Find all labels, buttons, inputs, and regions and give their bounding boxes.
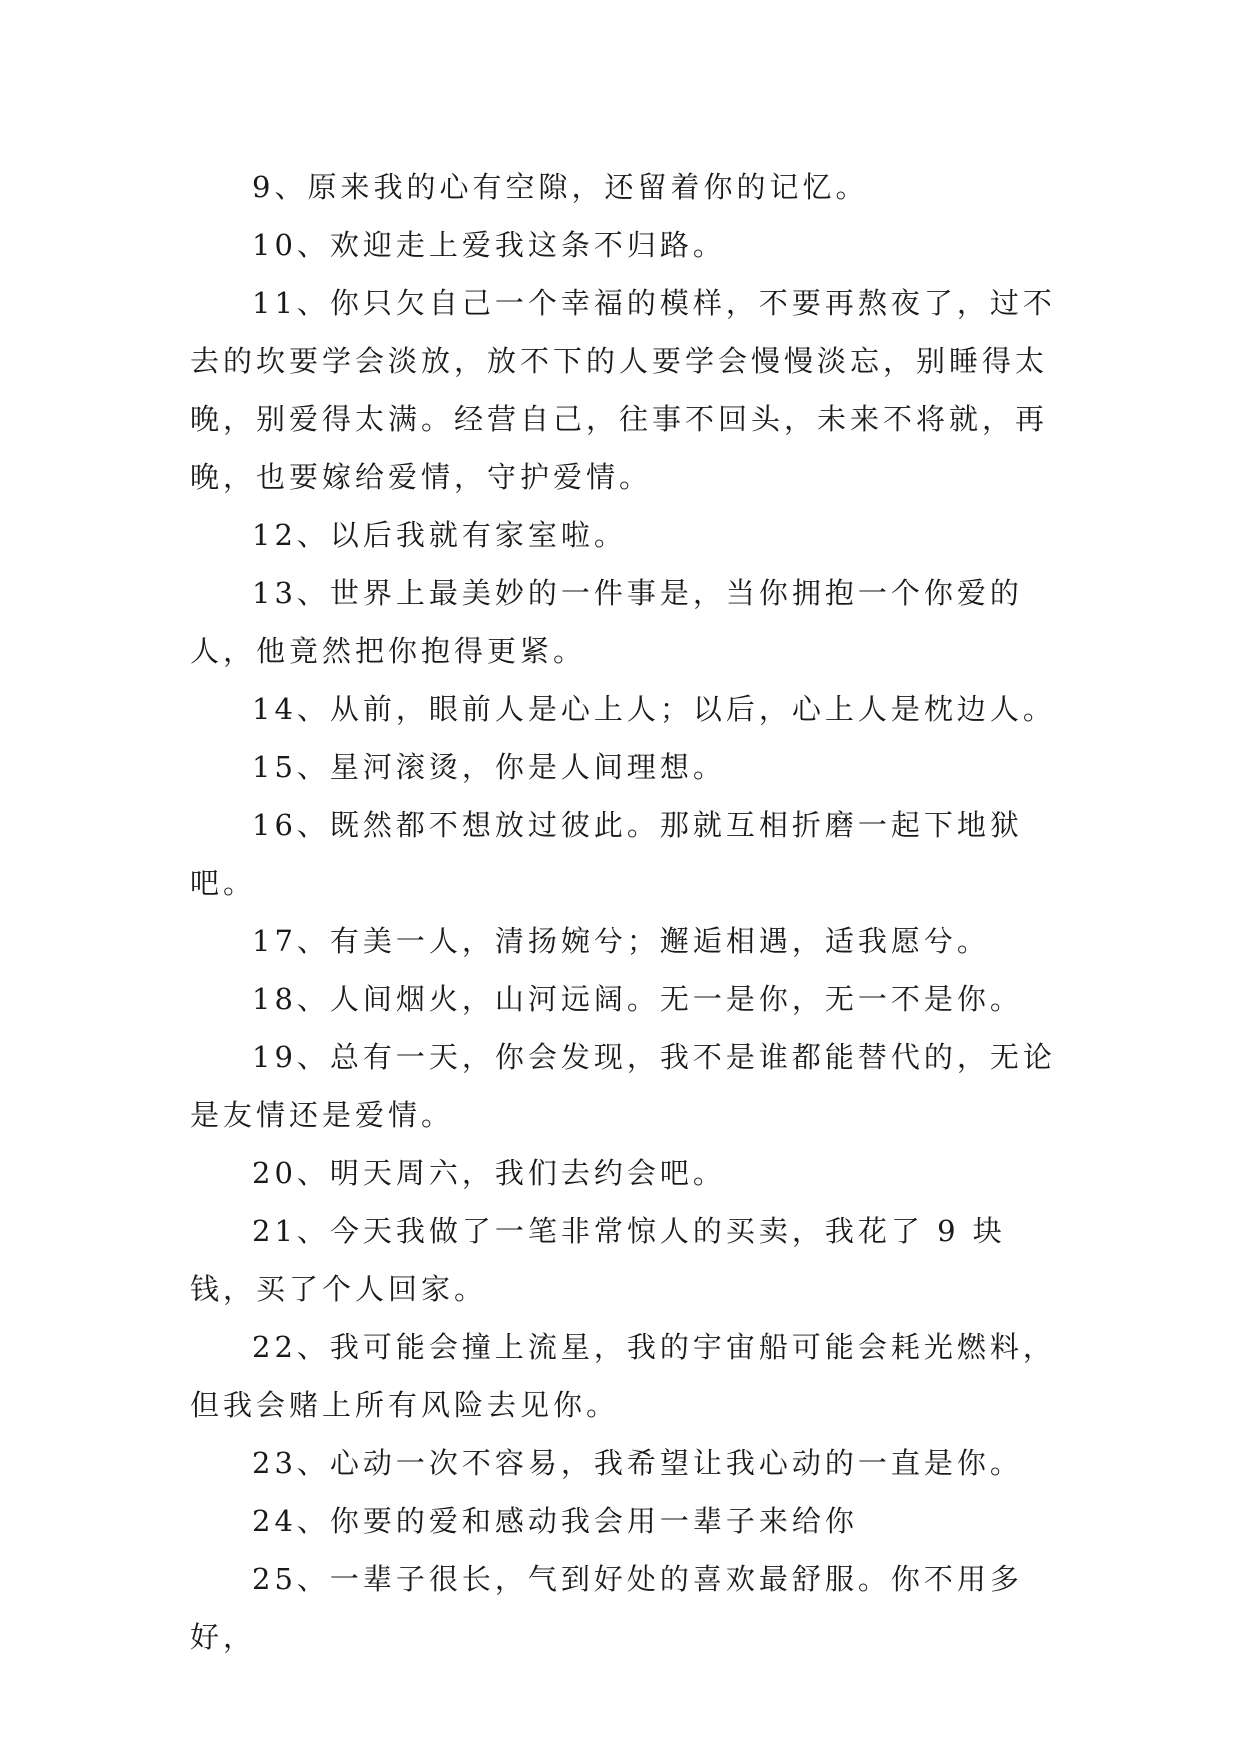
paragraph-24: 24、你要的爱和感动我会用一辈子来给你 [252,1504,858,1538]
paragraph-21: 21、今天我做了一笔非常惊人的买卖，我花了 9 块钱，买了个人回家。 [190,1214,1006,1306]
paragraph-12: 12、以后我就有家室啦。 [252,518,627,552]
paragraph-9: 9、原来我的心有空隙，还留着你的记忆。 [252,170,869,204]
paragraph-17: 17、有美一人，清扬婉兮；邂逅相遇，适我愿兮。 [252,924,990,958]
paragraph-15: 15、星河滚烫，你是人间理想。 [252,750,726,784]
paragraph-25: 25、一辈子很长，气到好处的喜欢最舒服。你不用多好， [190,1562,1023,1654]
paragraph-16: 16、既然都不想放过彼此。那就互相折磨一起下地狱吧。 [190,808,1023,900]
paragraph-13: 13、世界上最美妙的一件事是，当你拥抱一个你爱的人，他竟然把你抱得更紧。 [190,576,1023,668]
paragraph-14: 14、从前，眼前人是心上人；以后，心上人是枕边人。 [252,692,1056,726]
paragraph-11: 11、你只欠自己一个幸福的模样，不要再熬夜了，过不去的坎要学会淡放，放不下的人要学会慢慢淡忘，别睡得太晚，别爱得太满。经营自己，往事不回头，未来不将就，再晚，也要嫁给爱情，守护爱情。 [190,286,1056,494]
paragraph-22: 22、我可能会撞上流星，我的宇宙船可能会耗光燃料，但我会赌上所有风险去见你。 [190,1330,1056,1422]
paragraph-19: 19、总有一天，你会发现，我不是谁都能替代的，无论是友情还是爱情。 [190,1040,1056,1132]
paragraph-18: 18、人间烟火，山河远阔。无一是你，无一不是你。 [252,982,1023,1016]
document-body [190,158,1070,1666]
paragraph-23: 23、心动一次不容易，我希望让我心动的一直是你。 [252,1446,1023,1480]
paragraph-10: 10、欢迎走上爱我这条不归路。 [252,228,726,262]
paragraph-20: 20、明天周六，我们去约会吧。 [252,1156,726,1190]
